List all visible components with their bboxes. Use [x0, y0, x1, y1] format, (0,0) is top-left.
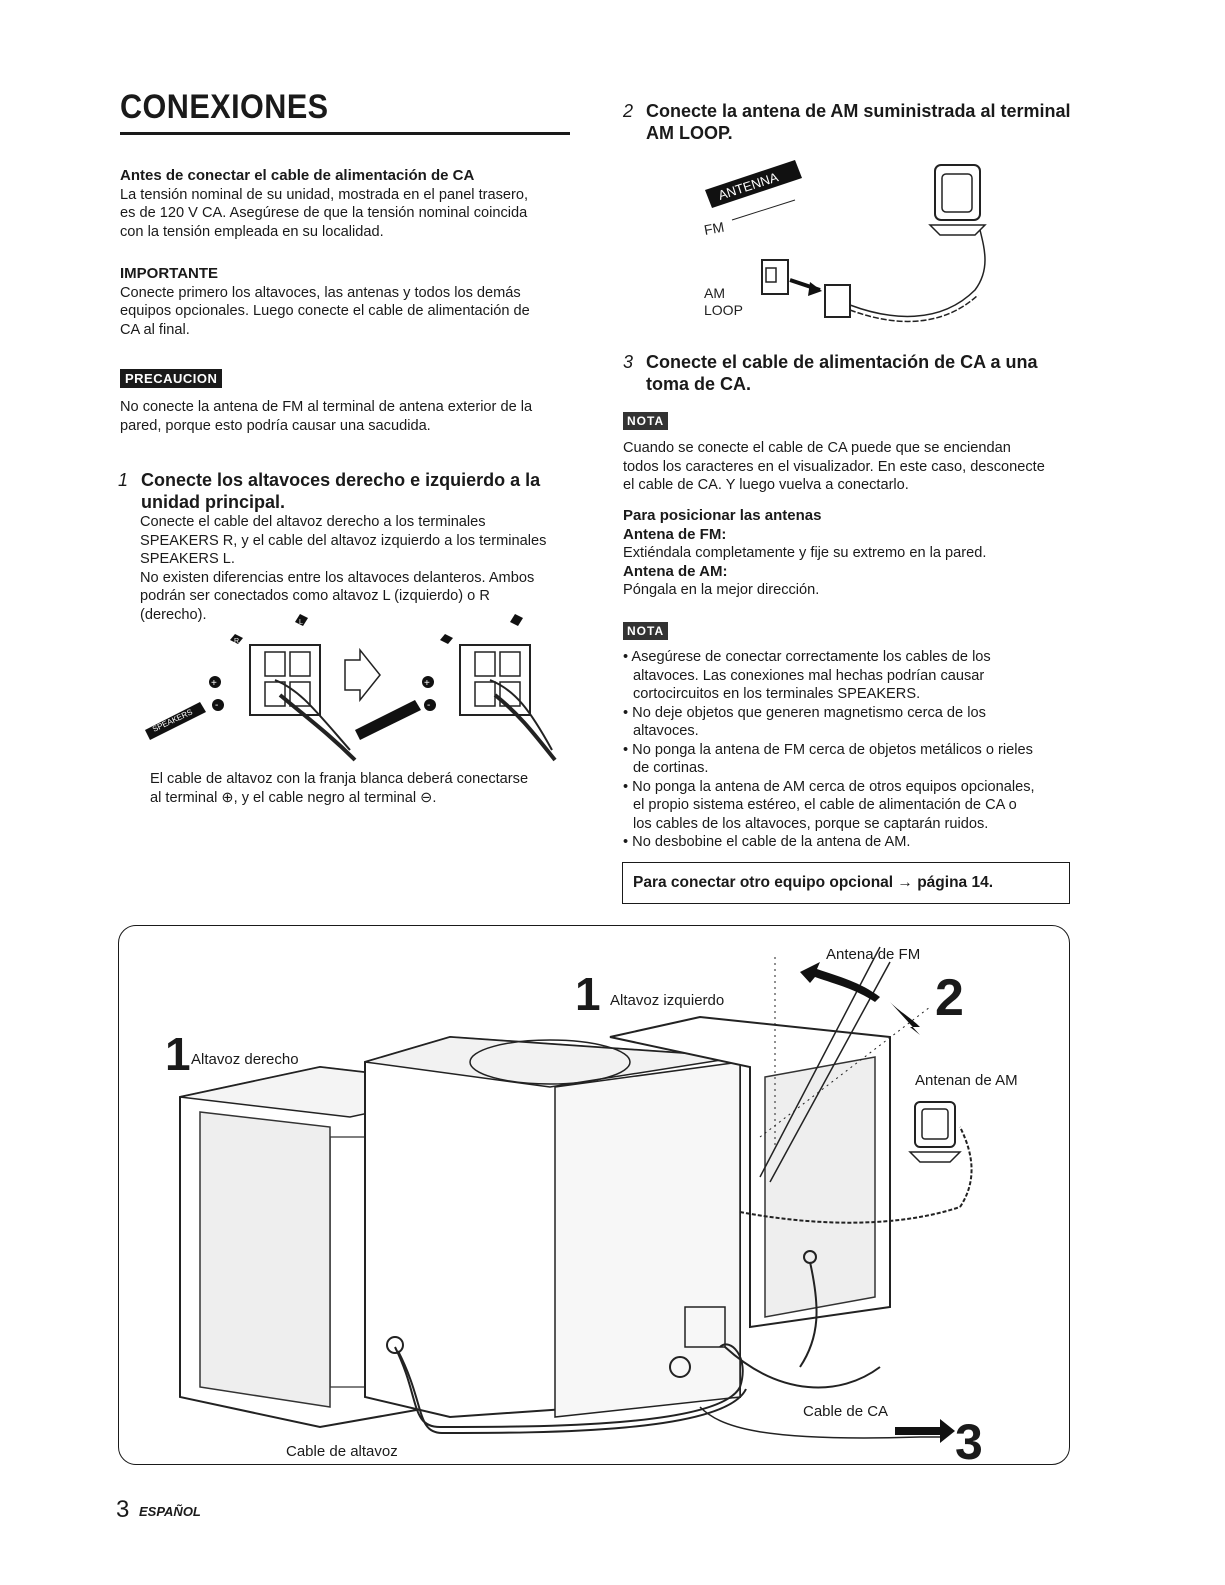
step1-number: 1: [118, 470, 129, 490]
speaker-terminal-figure: [140, 610, 570, 770]
step1-line: SPEAKERS R, y el cable del altavoz izquierdo a los terminales: [140, 532, 547, 549]
speaker-note-line: El cable de altavoz con la franja blanca deberá conectarse: [150, 771, 529, 787]
nota2-item: • No deje objetos que generen magnetismo cerca de los altavoces.: [623, 704, 986, 739]
important-line: Conecte primero los altavoces, las antenas y todos los demás: [120, 284, 521, 301]
nota1-tag: NOTA: [623, 412, 668, 430]
step1-title-line2: unidad principal.: [141, 492, 286, 512]
fm-heading: Antena de FM:: [623, 525, 727, 543]
nota2-item: • No ponga la antena de AM cerca de otros equipos opcionales, el propio sistema estéreo, el cable de alimentación de CA o los cables de los altavoces, porque se captarán ruidos.: [623, 778, 1035, 832]
label-fm-antenna: Antena de FM: [826, 946, 921, 963]
label-right-speaker: Altavoz derecho: [191, 1051, 299, 1068]
diagram-num-1-left: 1: [575, 968, 601, 1020]
fig-l-label: L: [299, 619, 303, 626]
step3-title: [623, 351, 1083, 395]
step1-line: No existen diferencias entre los altavoces delanteros. Ambos: [140, 569, 535, 586]
nota1-body: [623, 439, 1078, 495]
svg-text:+: +: [211, 678, 217, 689]
optional-equipment-text: Para conectar otro equipo opcional → página 14.: [633, 874, 994, 891]
step2-title: [623, 100, 1083, 144]
step3-title-line1: Conecte el cable de alimentación de CA a una: [646, 352, 1038, 372]
step1-title-line1: Conecte los altavoces derecho e izquierdo a la: [141, 470, 541, 490]
arrow-right-outline: [345, 650, 380, 700]
optional-equipment-box: [622, 862, 1070, 904]
caution-tag-wrap: [120, 370, 222, 388]
nota2-item: • No ponga la antena de FM cerca de objetos metálicos o rieles de cortinas.: [623, 741, 1033, 776]
main-unit-drawing: [365, 1037, 740, 1418]
svg-text:+: +: [424, 678, 430, 689]
important-line: equipos opcionales. Luego conecte el cable de alimentación de: [120, 303, 530, 319]
fig-speakers-label: SPEAKERS: [151, 707, 194, 734]
am-text: Póngala en la mejor dirección.: [623, 582, 820, 598]
nota1-line: Cuando se conecte el cable de CA puede que se enciendan: [623, 440, 1011, 456]
fig-am-label: AM: [704, 285, 725, 301]
fig-r-label: R: [234, 638, 240, 645]
nota2-item: • No desbobine el cable de la antena de AM.: [623, 834, 911, 850]
title-rule: [120, 132, 570, 135]
page-title: CONEXIONES: [120, 88, 329, 126]
fig-fm-label: FM: [702, 218, 726, 238]
nota1-tag-wrap: [623, 412, 668, 430]
fig-antenna-label: ANTENNA: [716, 169, 781, 203]
important-section: [120, 265, 575, 339]
speaker-cable-note: [150, 770, 580, 807]
step2-number: 2: [623, 101, 634, 121]
am-heading: Antena de AM:: [623, 562, 728, 580]
diagram-num-3: 3: [955, 1414, 983, 1470]
diagram-num-2: 2: [935, 969, 964, 1027]
language-label: ESPAÑOL: [139, 1504, 201, 1519]
caution-tag: PRECAUCION: [120, 369, 222, 388]
svg-text:-: -: [215, 700, 219, 711]
caution-line: No conecte la antena de FM al terminal de antena exterior de la: [120, 399, 533, 415]
step3-title-line2: toma de CA.: [646, 374, 752, 394]
caution-section: [120, 398, 575, 435]
before-line: La tensión nominal de su unidad, mostrada en el panel trasero,: [120, 186, 529, 203]
antenna-position-section: [623, 507, 1078, 600]
fig-loop-label: LOOP: [704, 302, 743, 318]
terminal-group-left: [355, 614, 555, 760]
nota2-tag-wrap: [623, 622, 668, 640]
step2-title-line2: AM LOOP.: [646, 123, 733, 143]
before-section: [120, 167, 575, 241]
page-number: 3: [116, 1496, 130, 1523]
fm-text: Extiéndala completamente y fije su extremo en la pared.: [623, 545, 987, 561]
nota1-line: todos los caracteres en el visualizador. En este caso, desconecte: [623, 458, 1045, 475]
position-heading: Para posicionar las antenas: [623, 507, 822, 524]
step1-line: podrán ser conectados como altavoz L (izquierdo) o R: [140, 588, 490, 604]
step1-body: [140, 513, 570, 624]
step1-title: [118, 469, 578, 513]
nota2-item: • Asegúrese de conectar correctamente los cables de los altavoces. Las conexiones mal hechas podrían causar cortocircuitos en los terminales SPEAKERS.: [623, 649, 991, 702]
important-heading: IMPORTANTE: [120, 265, 219, 282]
label-ac-cable: Cable de CA: [803, 1403, 889, 1420]
am-loop-drawing: [910, 1102, 960, 1162]
label-speaker-cable: Cable de altavoz: [286, 1443, 398, 1460]
important-line: CA al final.: [120, 321, 190, 338]
step3-number: 3: [623, 352, 634, 372]
before-line: con la tensión empleada en su localidad.: [120, 223, 384, 240]
nota1-line: el cable de CA. Y luego vuelva a conectarlo.: [623, 477, 909, 493]
before-line: es de 120 V CA. Asegúrese de que la tensión nominal coincida: [120, 205, 528, 221]
caution-line: pared, porque esto podría causar una sacudida.: [120, 417, 431, 434]
terminal-group-right: [145, 614, 355, 760]
nota2-list: [623, 648, 1078, 852]
step1-line: (derecho).: [140, 606, 207, 623]
label-am-antenna: Antenan de AM: [915, 1072, 1018, 1089]
svg-text:-: -: [427, 700, 431, 711]
diagram-num-1-right: 1: [165, 1028, 191, 1080]
step1-line: SPEAKERS L.: [140, 551, 235, 567]
step2-title-line1: Conecte la antena de AM suministrada al terminal: [646, 101, 1071, 121]
before-heading: Antes de conectar el cable de alimentación de CA: [120, 167, 475, 184]
label-left-speaker: Altavoz izquierdo: [610, 992, 725, 1009]
am-antenna-figure: [690, 150, 1010, 335]
speaker-note-line: al terminal ⊕, y el cable negro al terminal ⊖.: [150, 789, 437, 806]
nota2-tag: NOTA: [623, 622, 668, 640]
step1-line: Conecte el cable del altavoz derecho a los terminales: [140, 514, 486, 530]
